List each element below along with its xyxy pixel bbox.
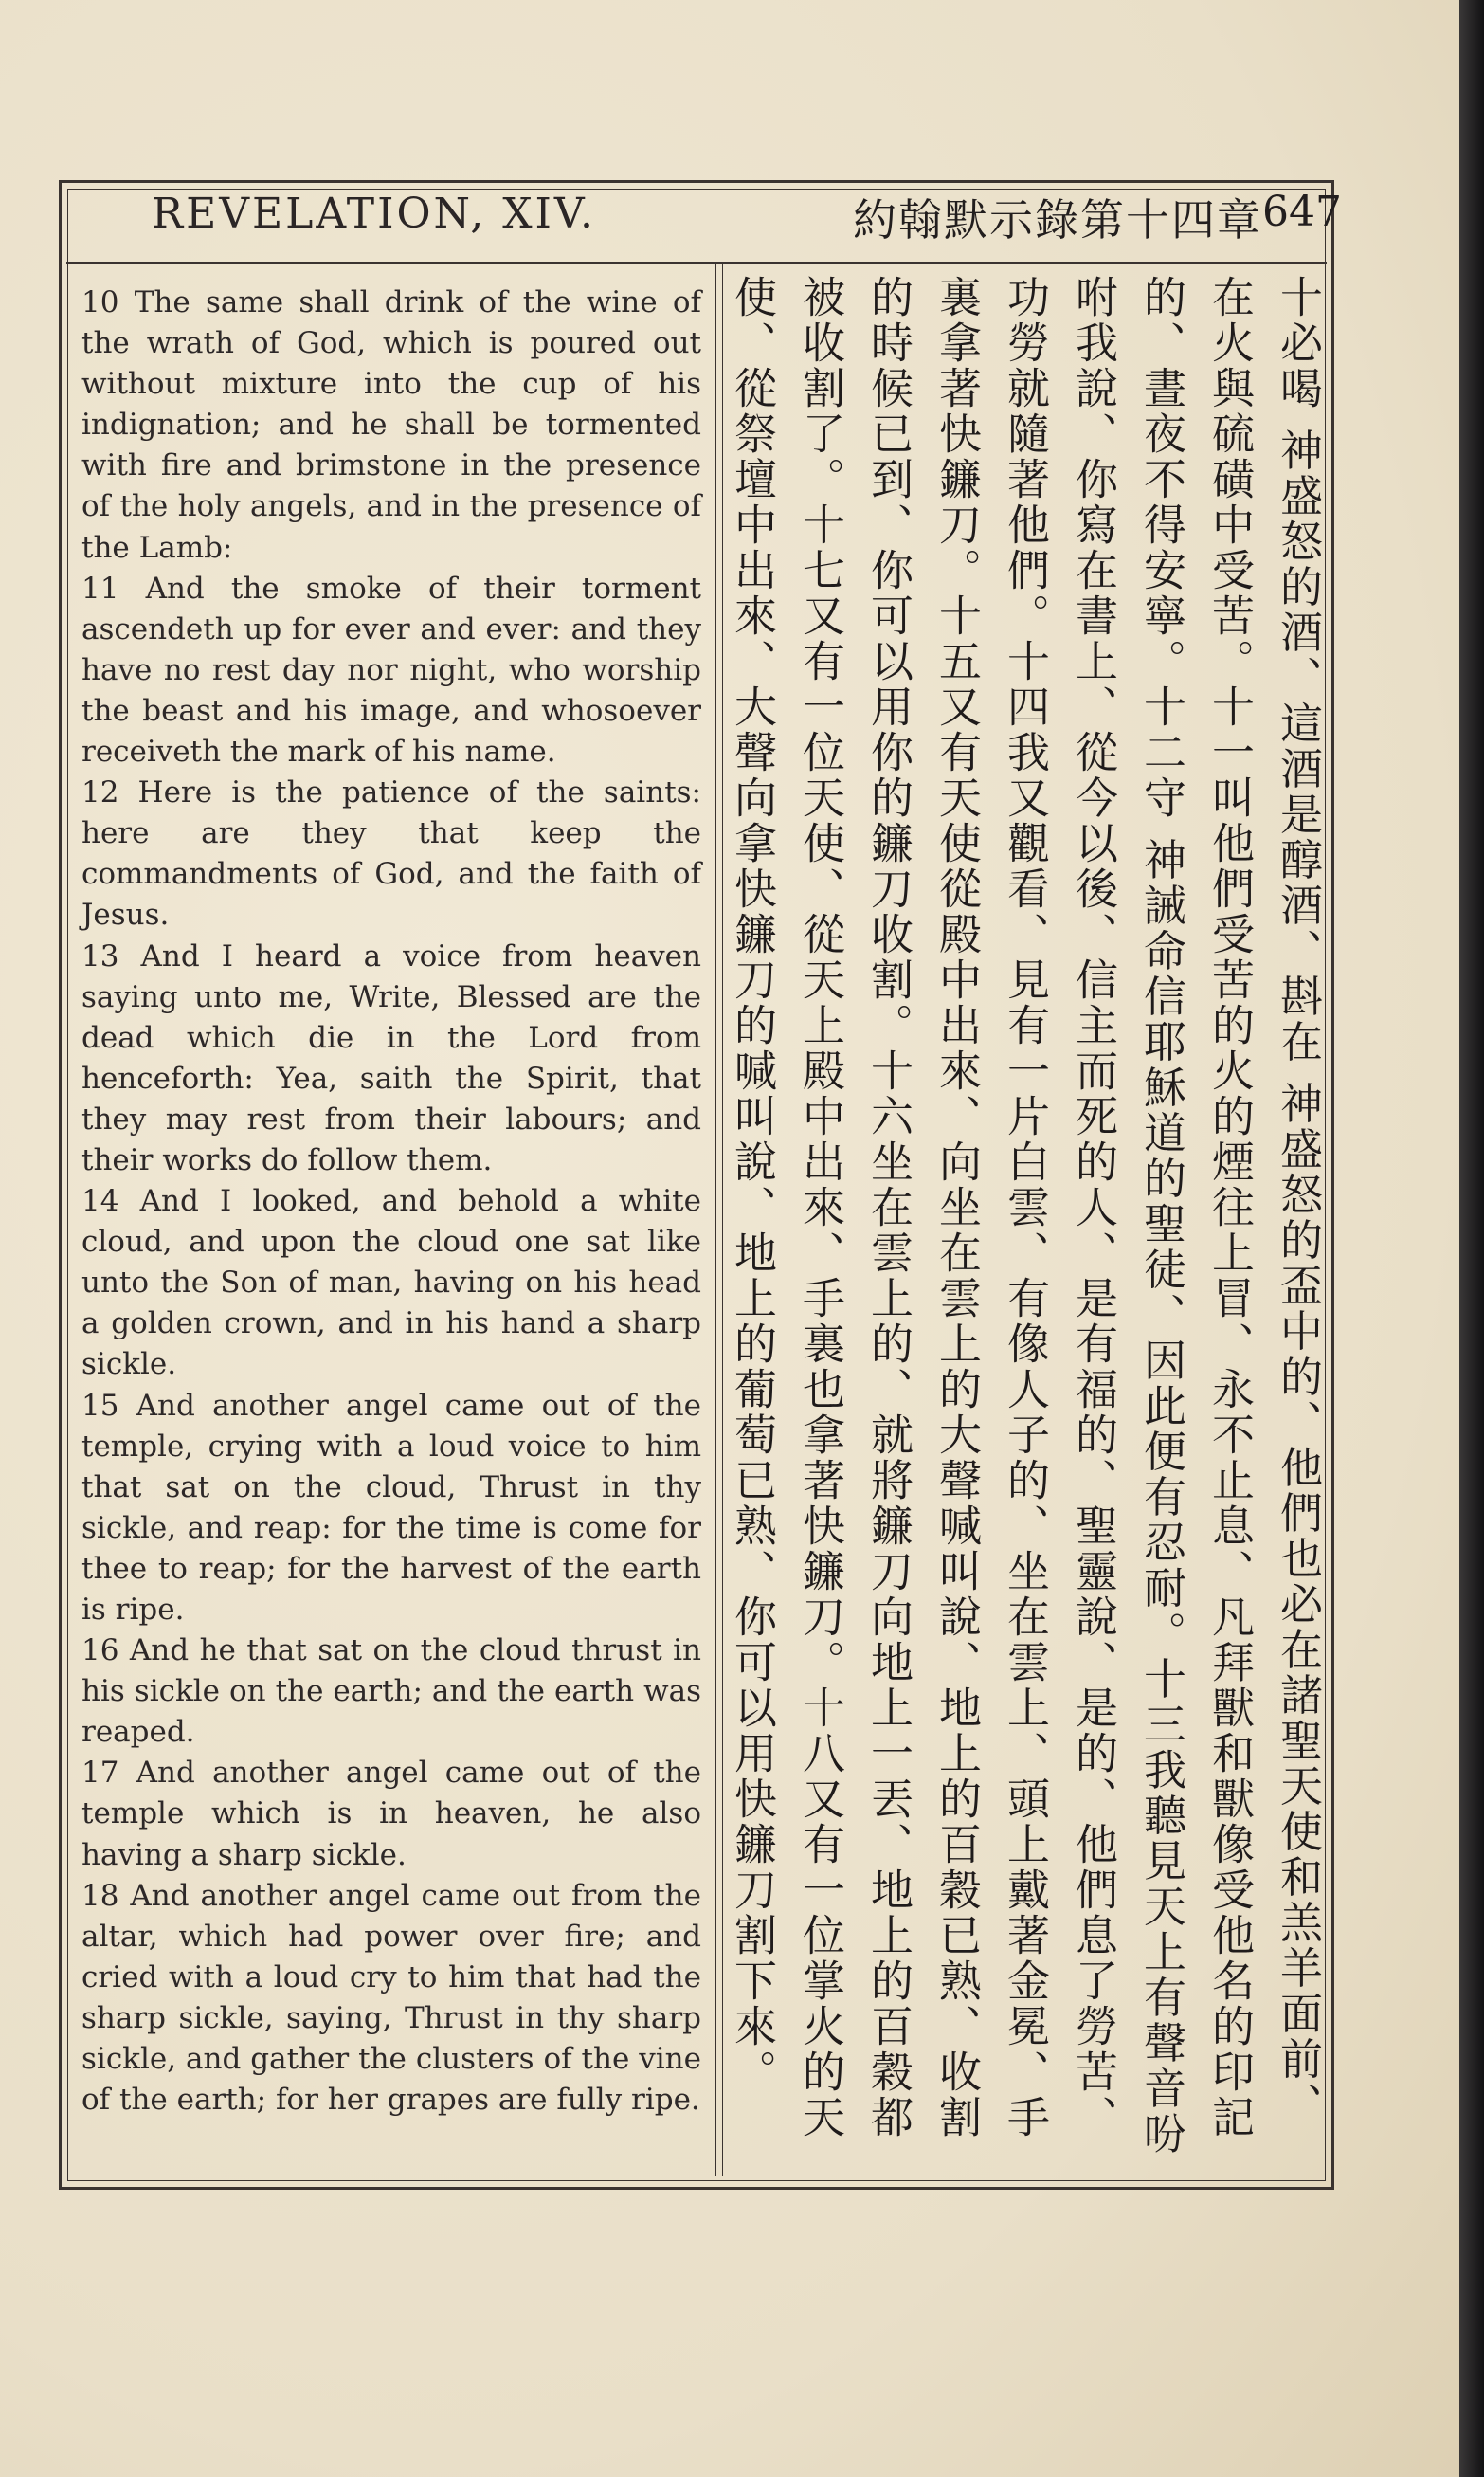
chinese-title: 約翰默示錄第十四章: [853, 194, 1262, 246]
chinese-text: 十必喝 神盛怒的酒、這酒是醇酒、斟在 神盛怒的盃中的、他們也必在諸聖天使和羔羊面前、在火與硫磺中受苦。十一叫他們受苦的火的煙往上冒、永不止息、凡拜獸和獸像受他名的印記的、晝夜不得安寧。十二守 神誡命信耶穌道的聖徒、因此便有忍耐。十三我聽見天上有聲音吩咐我說、你寫在書上、從今以後、信主而死的人、是有福的、聖靈說、是的、他們息了勞苦、功勞就隨著他們。十四我又觀看、見有一片白雲、有像人子的、坐在雲上、頭上戴著金冕、手裏拿著快鐮刀。十五又有天使從殿中出來、向坐在雲上的大聲喊叫說、地上的百穀已熟、收割的時候已到、你可以用你的鐮刀收割。十六坐在雲上的、就將鐮刀向地上一丟、地上的百穀都被收割了。十七又有一位天使、從天上殿中出來、手裏也拿著快鐮刀。十八又有一位掌火的天使、從祭壇中出來、大聲向拿快鐮刀的喊叫說、地上的葡萄已熟、你可以用快鐮刀割下來。: [727, 275, 1323, 2158]
verse-17: 17 And another angel came out of the temple which is in heaven, he also having a sharp sickle.: [81, 1756, 701, 1872]
running-title: REVELATION, XIV.: [152, 190, 596, 238]
verse-14: 14 And I looked, and behold a white cloud, and upon the cloud one sat like unto the Son of man, having on his head a golden crown, and in his hand a sharp sickle.: [81, 1184, 701, 1382]
header-rule: [66, 262, 1327, 264]
english-column: [81, 282, 701, 2121]
verse-10: 10 The same shall drink of the wine of the wrath of God, which is poured out without mixture into the cup of his indignation; and he shall be tormented with fire and brimstone in the presence of the holy angels, and in the presence of the Lamb:: [81, 285, 701, 565]
verse-11: 11 And the smoke of their torment ascendeth up for ever and ever: and they have no rest day nor night, who worship the beast and his image, and whosoever receiveth the mark of his name.: [81, 571, 701, 770]
verse-12: 12 Here is the patience of the saints: here are they that keep the commandments of God, and the faith of Jesus.: [81, 775, 701, 933]
verse-13: 13 And I heard a voice from heaven saying unto me, Write, Blessed are the dead which die in the Lord from henceforth: Yea, saith the Spirit, that they may rest from their labours; and their works do follow them.: [81, 938, 701, 1177]
column-divider: [715, 262, 716, 2176]
verse-16: 16 And he that sat on the cloud thrust in his sickle on the earth; and the earth was reaped.: [81, 1633, 701, 1750]
page-number: 647: [1262, 188, 1342, 236]
verse-15: 15 And another angel came out of the temple, crying with a loud voice to him that sat on the cloud, Thrust in thy sickle, and reap: for the time is come for thee to reap; for the harvest of the earth is ripe.: [81, 1388, 701, 1627]
chinese-column: [727, 275, 1331, 2171]
verse-18: 18 And another angel came out from the altar, which had power over fire; and cried with a loud cry to him that had the sharp sickle, saying, Thrust in thy sharp sickle, and gather the clusters of the vine of the earth; for her grapes are fully ripe.: [81, 1878, 701, 2118]
book-cover-edge: [1459, 0, 1484, 2477]
